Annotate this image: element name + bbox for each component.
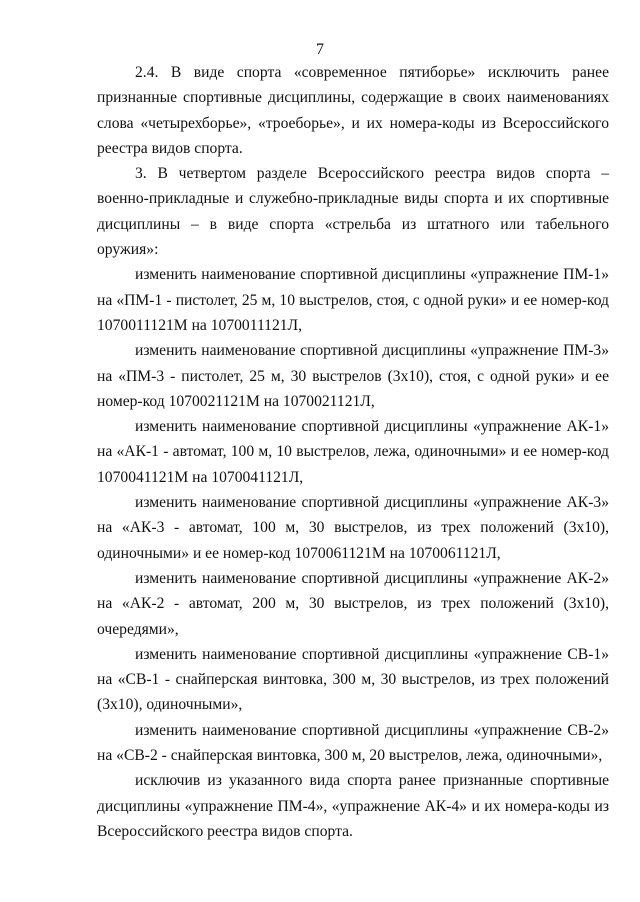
paragraph-sv-1: изменить наименование спортивной дисциплины «упражнение СВ-1» на «СВ-1 - снайперская винтовка, 300 м, 30 выстрелов, из трех положений (3х10), одиночными», [97, 645, 609, 714]
paragraph-sv-2: изменить наименование спортивной дисциплины «упражнение СВ-2» на «СВ-2 - снайперская винтовка, 300 м, 20 выстрелов, лежа, одиночными», [97, 721, 609, 765]
paragraph-ak-2: изменить наименование спортивной дисциплины «упражнение АК-2» на «АК-2 - автомат, 200 м, 30 выстрелов, из трех положений (3х10), очередями», [97, 569, 609, 638]
document-body [97, 60, 609, 844]
paragraph-pm-1: изменить наименование спортивной дисциплины «упражнение ПМ-1» на «ПМ-1 - пистолет, 25 м, 10 выстрелов, стоя, с одной руки» и ее номер-код 1070011121М на 1070011121Л, [97, 266, 609, 334]
page-number: 7 [316, 41, 324, 58]
paragraph-pm-3: изменить наименование спортивной дисциплины «упражнение ПМ-3» на «ПМ-3 - пистолет, 25 м, 30 выстрелов (3х10), стоя, с одной руки» и ее номер-код 1070021121М на 1070021121Л, [97, 342, 609, 410]
paragraph-2-4: 2.4. В виде спорта «современное пятиборье» исключить ранее признанные спортивные дисциплины, содержащие в своих наименованиях слова «четырехборье», «троеборье», и их номера-коды из Всероссийского реестра видов спорта. [97, 64, 609, 157]
paragraph-3: 3. В четвертом разделе Всероссийского реестра видов спорта – военно-прикладные и служебно-прикладные виды спорта и их спортивные дисциплины – в виде спорта «стрельба из штатного или табельного оружия»: [97, 165, 609, 259]
paragraph-ak-1: изменить наименование спортивной дисциплины «упражнение АК-1» на «АК-1 - автомат, 100 м, 10 выстрелов, лежа, одиночными» и ее номер-код 1070041121М на 1070041121Л, [97, 418, 609, 486]
paragraph-exclusion: исключив из указанного вида спорта ранее признанные спортивные дисциплины «упражнение ПМ-4», «упражнение АК-4» и их номера-коды из Всероссийского реестра видов спорта. [97, 772, 609, 840]
paragraph-ak-3: изменить наименование спортивной дисциплины «упражнение АК-3» на «АК-3 - автомат, 100 м, 30 выстрелов, из трех положений (3х10), одиночными» и ее номер-код 1070061121М на 1070061121Л, [97, 494, 609, 562]
